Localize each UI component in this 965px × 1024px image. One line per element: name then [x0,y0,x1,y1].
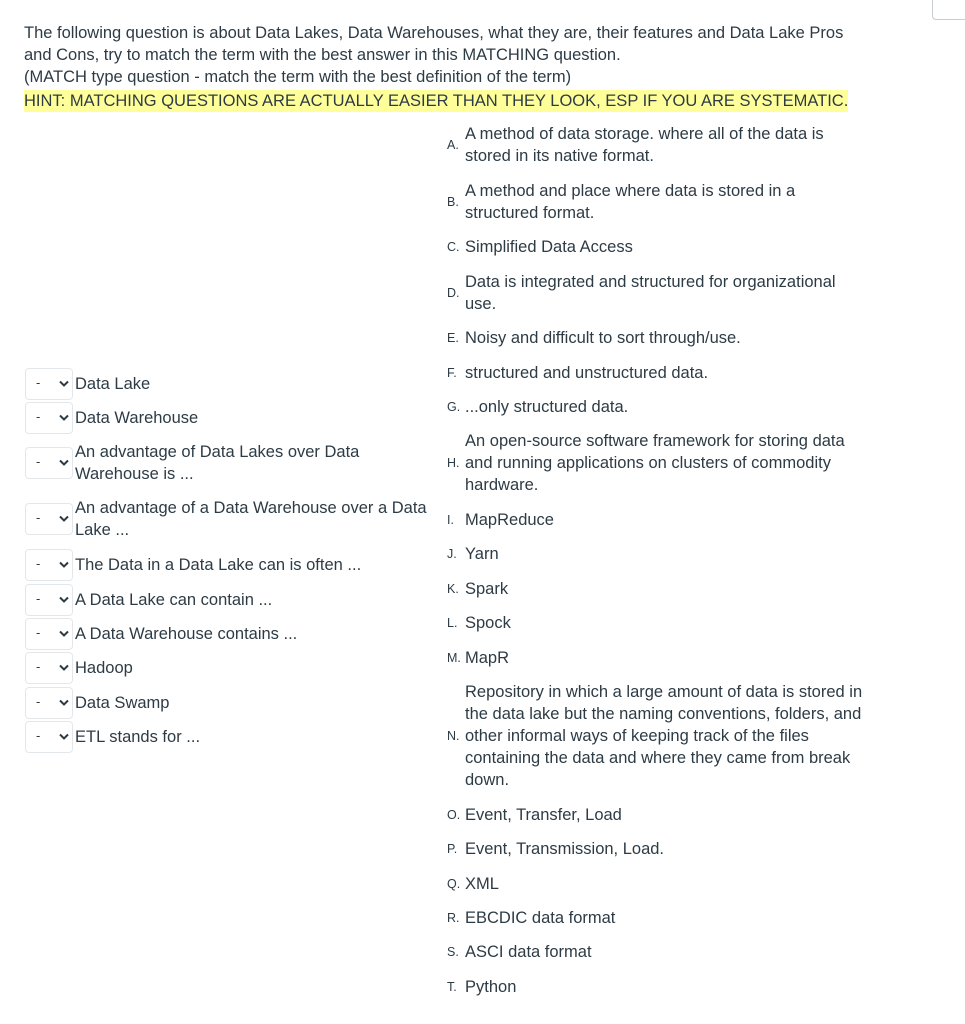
answer-c [447,236,872,258]
term-label: Hadoop [75,659,133,677]
chevron-down-icon [59,733,69,741]
answer-text: EBCDIC data format [465,909,616,927]
answer-text: ASCI data format [465,943,592,961]
answer-text: Spock [465,614,511,632]
answer-d [447,271,872,315]
answer-text: XML [465,875,499,893]
term-select[interactable] [25,687,73,719]
answer-text: Repository in which a large amount of data is stored in the data lake but the naming conventions, folders, and other informal ways of keeping track of the files containing the data and where they came from break down. [465,683,863,789]
term-select[interactable] [25,503,73,535]
select-value: - [36,510,41,525]
answer-j [447,543,872,565]
select-value: - [36,591,41,606]
answer-text: Spark [465,580,509,598]
chevron-down-icon [59,380,69,388]
answer-letter: J. [447,547,457,561]
answer-h [447,430,872,496]
chevron-down-icon [59,459,69,467]
chevron-down-icon [59,630,69,638]
answer-text: A method and place where data is stored in a structured format. [465,182,796,222]
term-select[interactable] [25,447,73,479]
term-select[interactable] [25,618,73,650]
term-select[interactable] [25,721,73,753]
term-select[interactable] [25,402,73,434]
term-select[interactable] [25,368,73,400]
chevron-down-icon [59,699,69,707]
select-value: - [36,694,41,709]
answer-t [447,976,872,998]
chevron-down-icon [59,561,69,569]
answer-letter: G. [447,400,461,414]
term-label: ETL stands for ... [75,728,201,746]
answer-i [447,509,872,531]
answer-text: An open-source software framework for storing data and running applications on clusters of commodity hardware. [465,432,845,494]
term-row-etl [25,721,445,753]
answer-k [447,578,872,600]
select-value: - [36,454,41,469]
term-row-advantage-warehouse [25,497,445,541]
answer-letter: O. [447,808,461,822]
answer-p [447,838,872,860]
answer-e [447,327,872,349]
select-value: - [36,409,41,424]
chevron-down-icon [59,414,69,422]
answer-letter: N. [447,729,460,743]
answer-letter: P. [447,842,458,856]
answer-text: Python [465,978,517,996]
answer-text: Event, Transfer, Load [465,806,622,824]
answer-letter: T. [447,980,457,994]
select-value: - [36,556,41,571]
chevron-down-icon [59,596,69,604]
term-select[interactable] [25,549,73,581]
term-row-data-lake [25,368,445,400]
term-row-data-warehouse [25,402,445,434]
term-select[interactable] [25,584,73,616]
answer-text: ...only structured data. [465,398,629,416]
answer-s [447,941,872,963]
answer-text: Yarn [465,545,499,563]
answer-m [447,647,872,669]
select-value: - [36,728,41,743]
answer-letter: S. [447,945,459,959]
answer-letter: Q. [447,877,461,891]
answer-text: Noisy and difficult to sort through/use. [465,329,741,347]
answer-text: Simplified Data Access [465,238,633,256]
answer-q [447,873,872,895]
answer-text: MapReduce [465,511,554,529]
term-row-advantage-lake [25,441,445,485]
answer-n [447,681,872,791]
answer-letter: K. [447,582,459,596]
answer-text: Data is integrated and structured for organizational use. [465,273,836,313]
answer-o [447,804,872,826]
term-label: A Data Lake can contain ... [75,591,273,609]
term-row-warehouse-contains [25,618,445,650]
answer-letter: B. [447,195,459,209]
answer-letter: I. [447,513,454,527]
answer-text: A method of data storage. where all of the data is stored in its native format. [465,125,824,165]
question-instruction: (MATCH type question - match the term with the best definition of the term) [24,68,572,86]
chevron-down-icon [59,664,69,672]
term-label: Data Swamp [75,694,170,712]
term-label: The Data in a Data Lake can is often ... [75,556,362,574]
term-label: An advantage of a Data Warehouse over a Data Lake ... [75,499,427,539]
answer-g [447,396,872,418]
answer-letter: C. [447,240,460,254]
question-text [24,22,874,112]
answer-letter: M. [447,651,461,665]
answer-text: MapR [465,649,510,667]
term-select[interactable] [25,652,73,684]
answer-text: structured and unstructured data. [465,364,709,382]
answer-letter: R. [447,911,460,925]
answer-letter: L. [447,616,458,630]
select-value: - [36,625,41,640]
answer-a [447,123,872,167]
answer-letter: H. [447,456,460,470]
answer-r [447,907,872,929]
answer-letter: F. [447,366,457,380]
answer-text: Event, Transmission, Load. [465,840,665,858]
term-row-hadoop [25,652,445,684]
answer-f [447,362,872,384]
answer-letter: A. [447,138,459,152]
term-row-lake-contain [25,584,445,616]
term-row-data-lake-often [25,549,445,581]
chevron-down-icon [59,515,69,523]
term-label: An advantage of Data Lakes over Data Warehouse is ... [75,443,360,483]
select-value: - [36,375,41,390]
select-value: - [36,659,41,674]
term-label: A Data Warehouse contains ... [75,625,298,643]
answer-b [447,180,872,224]
term-label: Data Lake [75,375,151,393]
question-hint: HINT: MATCHING QUESTIONS ARE ACTUALLY EASIER THAN THEY LOOK, ESP IF YOU ARE SYSTEMATIC. [24,92,849,110]
answer-letter: D. [447,286,460,300]
answer-letter: E. [447,331,459,345]
corner-control[interactable] [932,0,965,20]
term-label: Data Warehouse [75,409,199,427]
question-intro: The following question is about Data Lakes, Data Warehouses, what they are, their features and Data Lake Pros and Cons, try to match the term with the best answer in this MATCHING question. [24,24,844,64]
term-row-data-swamp [25,687,445,719]
answer-l [447,612,872,634]
